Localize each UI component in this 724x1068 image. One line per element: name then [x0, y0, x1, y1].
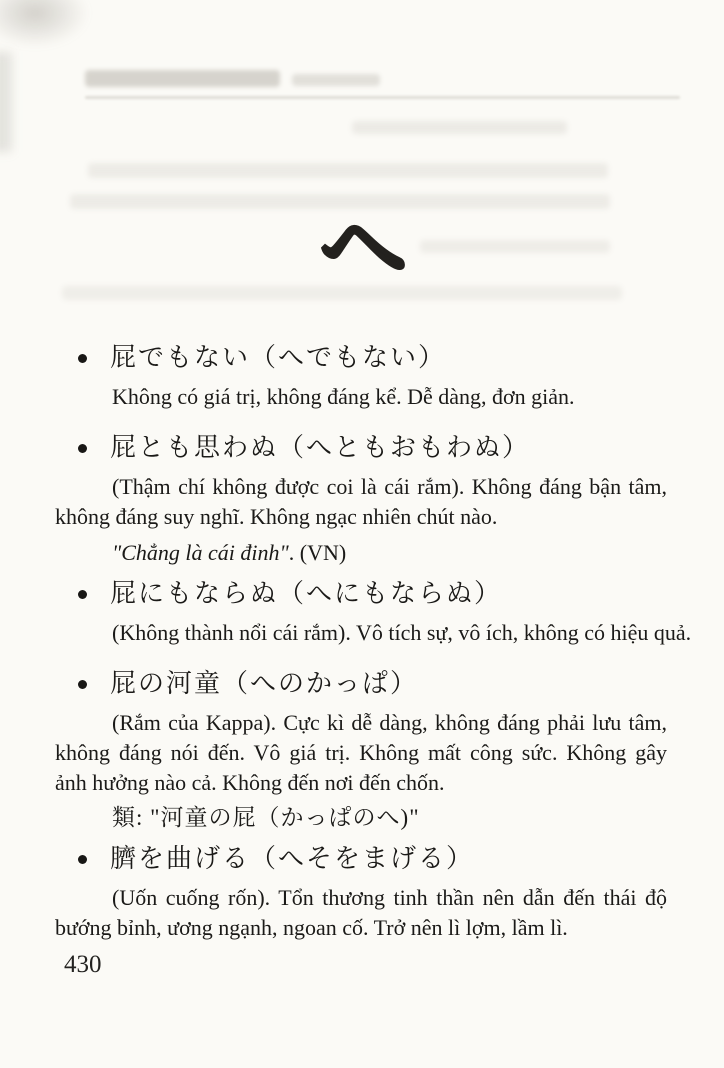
entry-headword — [55, 666, 667, 702]
entry-definition-line: (Thậm chí không được coi là cái rắm). Không đáng bận tâm, — [112, 474, 667, 499]
bleed-through-ghost — [85, 70, 280, 87]
dictionary-entry — [55, 340, 667, 412]
headword-text: 屁の河童（へのかっぱ） — [110, 669, 419, 698]
entry-definition-line: Không có giá trị, không đáng kể. Dễ dàng, đơn giản. — [112, 384, 575, 409]
headword-text: 屁にもならぬ（へにもならぬ） — [110, 579, 503, 608]
bleed-through-ghost — [420, 240, 610, 253]
entry-definition-line: (Không thành nổi cái rắm). Vô tích sự, vô ích, không có hiệu quả. — [112, 620, 692, 645]
example-source: . (VN) — [288, 540, 347, 565]
entry-headword — [55, 340, 667, 376]
bleed-through-ghost — [88, 163, 608, 178]
entry-headword — [55, 430, 667, 466]
entry-definition-line: không đáng suy nghĩ. Không ngạc nhiên chút nào. — [55, 504, 498, 529]
scan-corner-smudge — [0, 0, 90, 48]
bullet-icon — [78, 855, 87, 864]
entry-headword — [55, 841, 667, 877]
bullet-icon — [78, 354, 87, 363]
entry-related-expression: 類: "河童の屁（かっぱのへ)" — [112, 805, 420, 830]
dictionary-entry — [55, 430, 667, 568]
section-heading-kana: へ — [316, 198, 410, 300]
entry-definition-line: (Rắm của Kappa). Cực kì dễ dàng, không đáng phải lưu tâm, — [112, 710, 667, 735]
entry-definition-line: (Uốn cuống rốn). Tổn thương tinh thần nên dẫn đến thái độ — [112, 885, 667, 910]
dictionary-entry — [55, 666, 667, 834]
bleed-through-ghost — [292, 74, 380, 86]
dictionary-entry — [55, 576, 692, 648]
headword-text: 臍を曲げる（へそをまげる） — [110, 844, 475, 873]
entry-headword — [55, 576, 667, 612]
page-number: 430 — [64, 951, 102, 978]
dictionary-entry — [55, 841, 667, 943]
bullet-icon — [78, 444, 87, 453]
entry-example-line — [55, 538, 667, 568]
bullet-icon — [78, 590, 87, 599]
headword-text: 屁でもない（へでもない） — [110, 343, 447, 372]
bleed-through-ghost — [352, 121, 567, 134]
scan-edge-smudge — [0, 52, 12, 152]
headword-text: 屁とも思わぬ（へともおもわぬ） — [110, 433, 531, 462]
bullet-icon — [78, 680, 87, 689]
entry-list — [55, 340, 692, 943]
bleed-through-rule — [85, 96, 680, 99]
entry-definition-line: không đáng nói đến. Vô giá trị. Không mất công sức. Không gây — [55, 740, 667, 765]
entry-definition-line: ảnh hưởng nào cả. Không đến nơi đến chốn. — [55, 770, 445, 795]
entry-definition-line: bướng bỉnh, ương ngạnh, ngoan cố. Trở nên lì lợm, lầm lì. — [55, 915, 568, 940]
example-quote: "Chẳng là cái đinh" — [112, 540, 289, 565]
